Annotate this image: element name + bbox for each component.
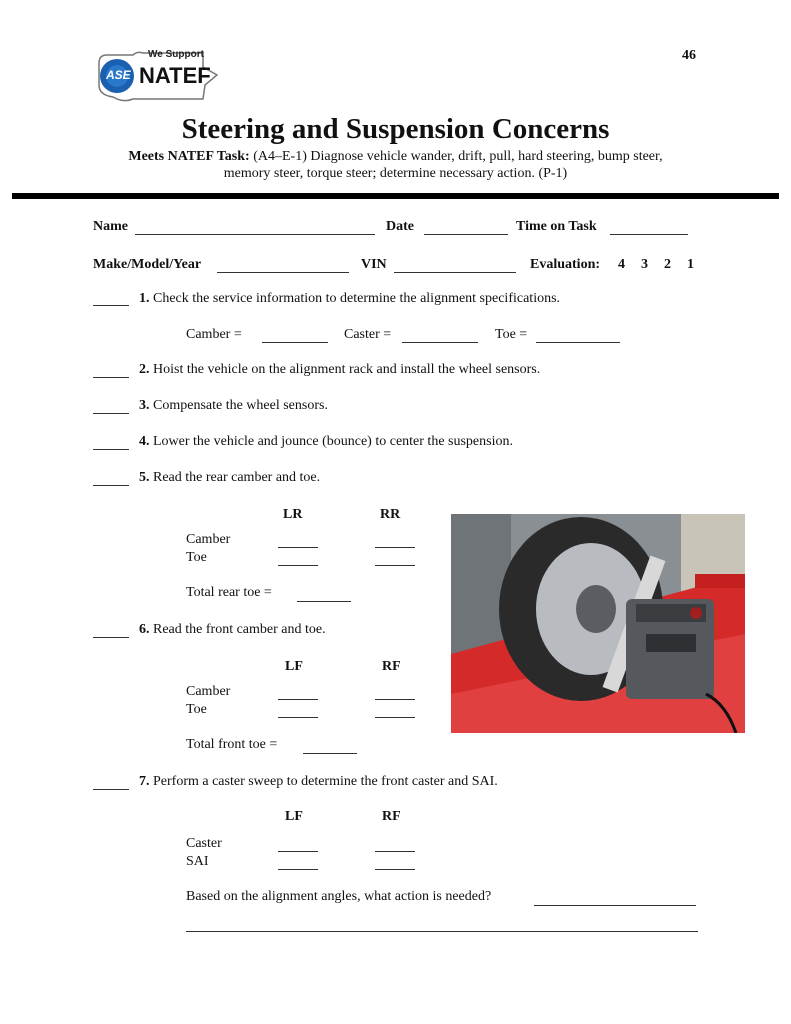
step-number: 2. [139,362,150,377]
step-6-checkbox-line[interactable] [93,637,129,638]
caster-row-sai: SAI [186,854,209,869]
step-text: Perform a caster sweep to determine the front caster and SAI. [153,774,498,789]
step-5-checkbox-line[interactable] [93,485,129,486]
step-number: 7. [139,774,150,789]
step-7-checkbox-line[interactable] [93,789,129,790]
step-1-checkbox-line[interactable] [93,305,129,306]
page-number: 46 [682,48,696,63]
rr-camber-field[interactable] [375,547,415,548]
evaluation-score-1[interactable]: 1 [687,257,694,272]
time-on-task-field[interactable] [610,234,688,235]
step-number: 5. [139,470,150,485]
action-question: Based on the alignment angles, what action is needed? [186,889,492,904]
lr-camber-field[interactable] [278,547,318,548]
step-number: 6. [139,622,150,637]
task-label: Meets NATEF Task: [128,149,250,164]
action-answer-field-1[interactable] [534,905,696,906]
task-description-line-2: memory steer, torque steer; determine necessary action. (P-1) [223,166,568,181]
header-divider [12,193,779,199]
rf-toe-field[interactable] [375,717,415,718]
step-5 [139,470,320,486]
rear-row-toe: Toe [186,550,207,565]
front-col-rf: RF [382,659,401,674]
make-model-year-field[interactable] [217,272,349,273]
step-text: Hoist the vehicle on the alignment rack and install the wheel sensors. [153,362,541,377]
spec-toe-label: Toe = [495,327,528,342]
step-2-checkbox-line[interactable] [93,377,129,378]
step-1 [139,291,560,307]
task-description-line-1 [0,149,791,165]
evaluation-label: Evaluation: [530,257,601,272]
rear-col-rr: RR [380,507,401,522]
step-text: Lower the vehicle and jounce (bounce) to center the suspension. [153,434,513,449]
step-text: Read the front camber and toe. [153,622,326,637]
logo-top-text: We Support [148,49,204,60]
step-3 [139,398,328,414]
caster-col-rf: RF [382,809,401,824]
ase-natef-logo [93,45,223,107]
name-label: Name [93,219,128,234]
logo-badge-text: ASE [106,68,131,82]
step-2 [139,362,540,378]
spec-camber-field[interactable] [262,342,328,343]
lf-camber-field[interactable] [278,699,318,700]
step-number: 4. [139,434,150,449]
action-answer-field-2[interactable] [186,931,698,932]
alignment-sensor-photo [451,514,745,733]
task-text-1: (A4–E-1) Diagnose vehicle wander, drift, pull, hard steering, bump steer, [253,149,663,164]
evaluation-score-3[interactable]: 3 [641,257,648,272]
total-front-toe-field[interactable] [303,753,357,754]
page-title: Steering and Suspension Concerns [181,113,610,145]
step-4-checkbox-line[interactable] [93,449,129,450]
step-text: Read the rear camber and toe. [153,470,321,485]
rf-camber-field[interactable] [375,699,415,700]
rf-caster-field[interactable] [375,851,415,852]
spec-toe-field[interactable] [536,342,620,343]
rr-toe-field[interactable] [375,565,415,566]
front-col-lf: LF [285,659,303,674]
caster-col-lf: LF [285,809,303,824]
spec-camber-label: Camber = [186,327,242,342]
make-model-year-label: Make/Model/Year [93,257,202,272]
vin-label: VIN [361,257,387,272]
evaluation-score-2[interactable]: 2 [664,257,671,272]
spec-caster-label: Caster = [344,327,392,342]
step-number: 3. [139,398,150,413]
lf-caster-field[interactable] [278,851,318,852]
step-3-checkbox-line[interactable] [93,413,129,414]
step-number: 1. [139,291,150,306]
lf-toe-field[interactable] [278,717,318,718]
step-6 [139,622,326,638]
date-label: Date [386,219,414,234]
lr-toe-field[interactable] [278,565,318,566]
step-7 [139,774,498,790]
rear-col-lr: LR [283,507,303,522]
total-front-toe-label: Total front toe = [186,737,278,752]
total-rear-toe-label: Total rear toe = [186,585,272,600]
step-4 [139,434,513,450]
spec-caster-field[interactable] [402,342,478,343]
front-row-camber: Camber [186,684,231,699]
rf-sai-field[interactable] [375,869,415,870]
rear-row-camber: Camber [186,532,231,547]
time-on-task-label: Time on Task [516,219,597,234]
lf-sai-field[interactable] [278,869,318,870]
front-row-toe: Toe [186,702,207,717]
total-rear-toe-field[interactable] [297,601,351,602]
vin-field[interactable] [394,272,516,273]
step-text: Check the service information to determine the alignment specifications. [153,291,561,306]
date-field[interactable] [424,234,508,235]
name-field[interactable] [135,234,375,235]
caster-row-caster: Caster [186,836,222,851]
logo-main-text: NATEF [139,63,211,88]
step-text: Compensate the wheel sensors. [153,398,328,413]
evaluation-score-4[interactable]: 4 [618,257,625,272]
